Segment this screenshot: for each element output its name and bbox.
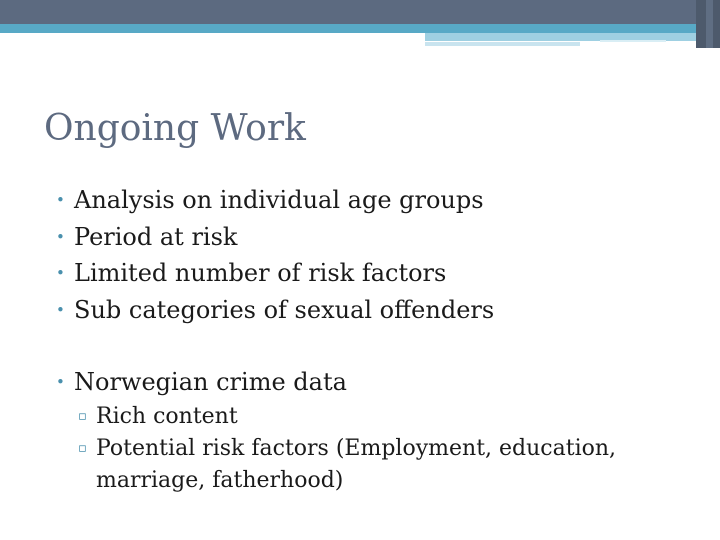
sub-bullet-list [56, 401, 706, 497]
header-accent-stripe-light [425, 33, 720, 41]
sub-bullet-item [78, 433, 706, 497]
bullet-text: Norwegian crime data [74, 368, 347, 396]
bullet-text: Sub categories of sexual offenders [74, 295, 495, 324]
bullet-list [56, 182, 706, 497]
bullet-item [56, 219, 706, 256]
bullet-text: Analysis on individual age groups [74, 186, 484, 214]
bullet-marker-icon: • [56, 264, 65, 282]
sub-bullet-item [78, 401, 706, 433]
header-band [0, 0, 720, 24]
bullet-marker-icon: • [56, 373, 65, 391]
bullet-text: Limited number of risk factors [74, 259, 447, 287]
sub-bullet-marker-icon: ▫ [78, 408, 87, 424]
bullet-spacer [56, 328, 706, 364]
header-accent-stripe-faint [600, 40, 666, 42]
bullet-item [56, 292, 706, 329]
bullet-item [56, 364, 706, 401]
bullet-marker-icon: • [56, 191, 65, 209]
header-accent-stripe-lighter [425, 42, 580, 46]
sub-bullet-text: Rich content [96, 403, 238, 429]
corner-block-stripe [706, 0, 713, 48]
sub-bullet-marker-icon: ▫ [78, 440, 87, 456]
bullet-item [56, 182, 706, 219]
bullet-item [56, 255, 706, 292]
bullet-text: Period at risk [74, 222, 238, 251]
bullet-marker-icon: • [56, 227, 65, 246]
sub-bullet-text: Potential risk factors (Employment, education, marriage, fatherhood) [96, 435, 617, 493]
slide-title: Ongoing Work [44, 108, 306, 149]
header-accent-stripe [0, 24, 720, 33]
bullet-marker-icon: • [56, 300, 65, 319]
